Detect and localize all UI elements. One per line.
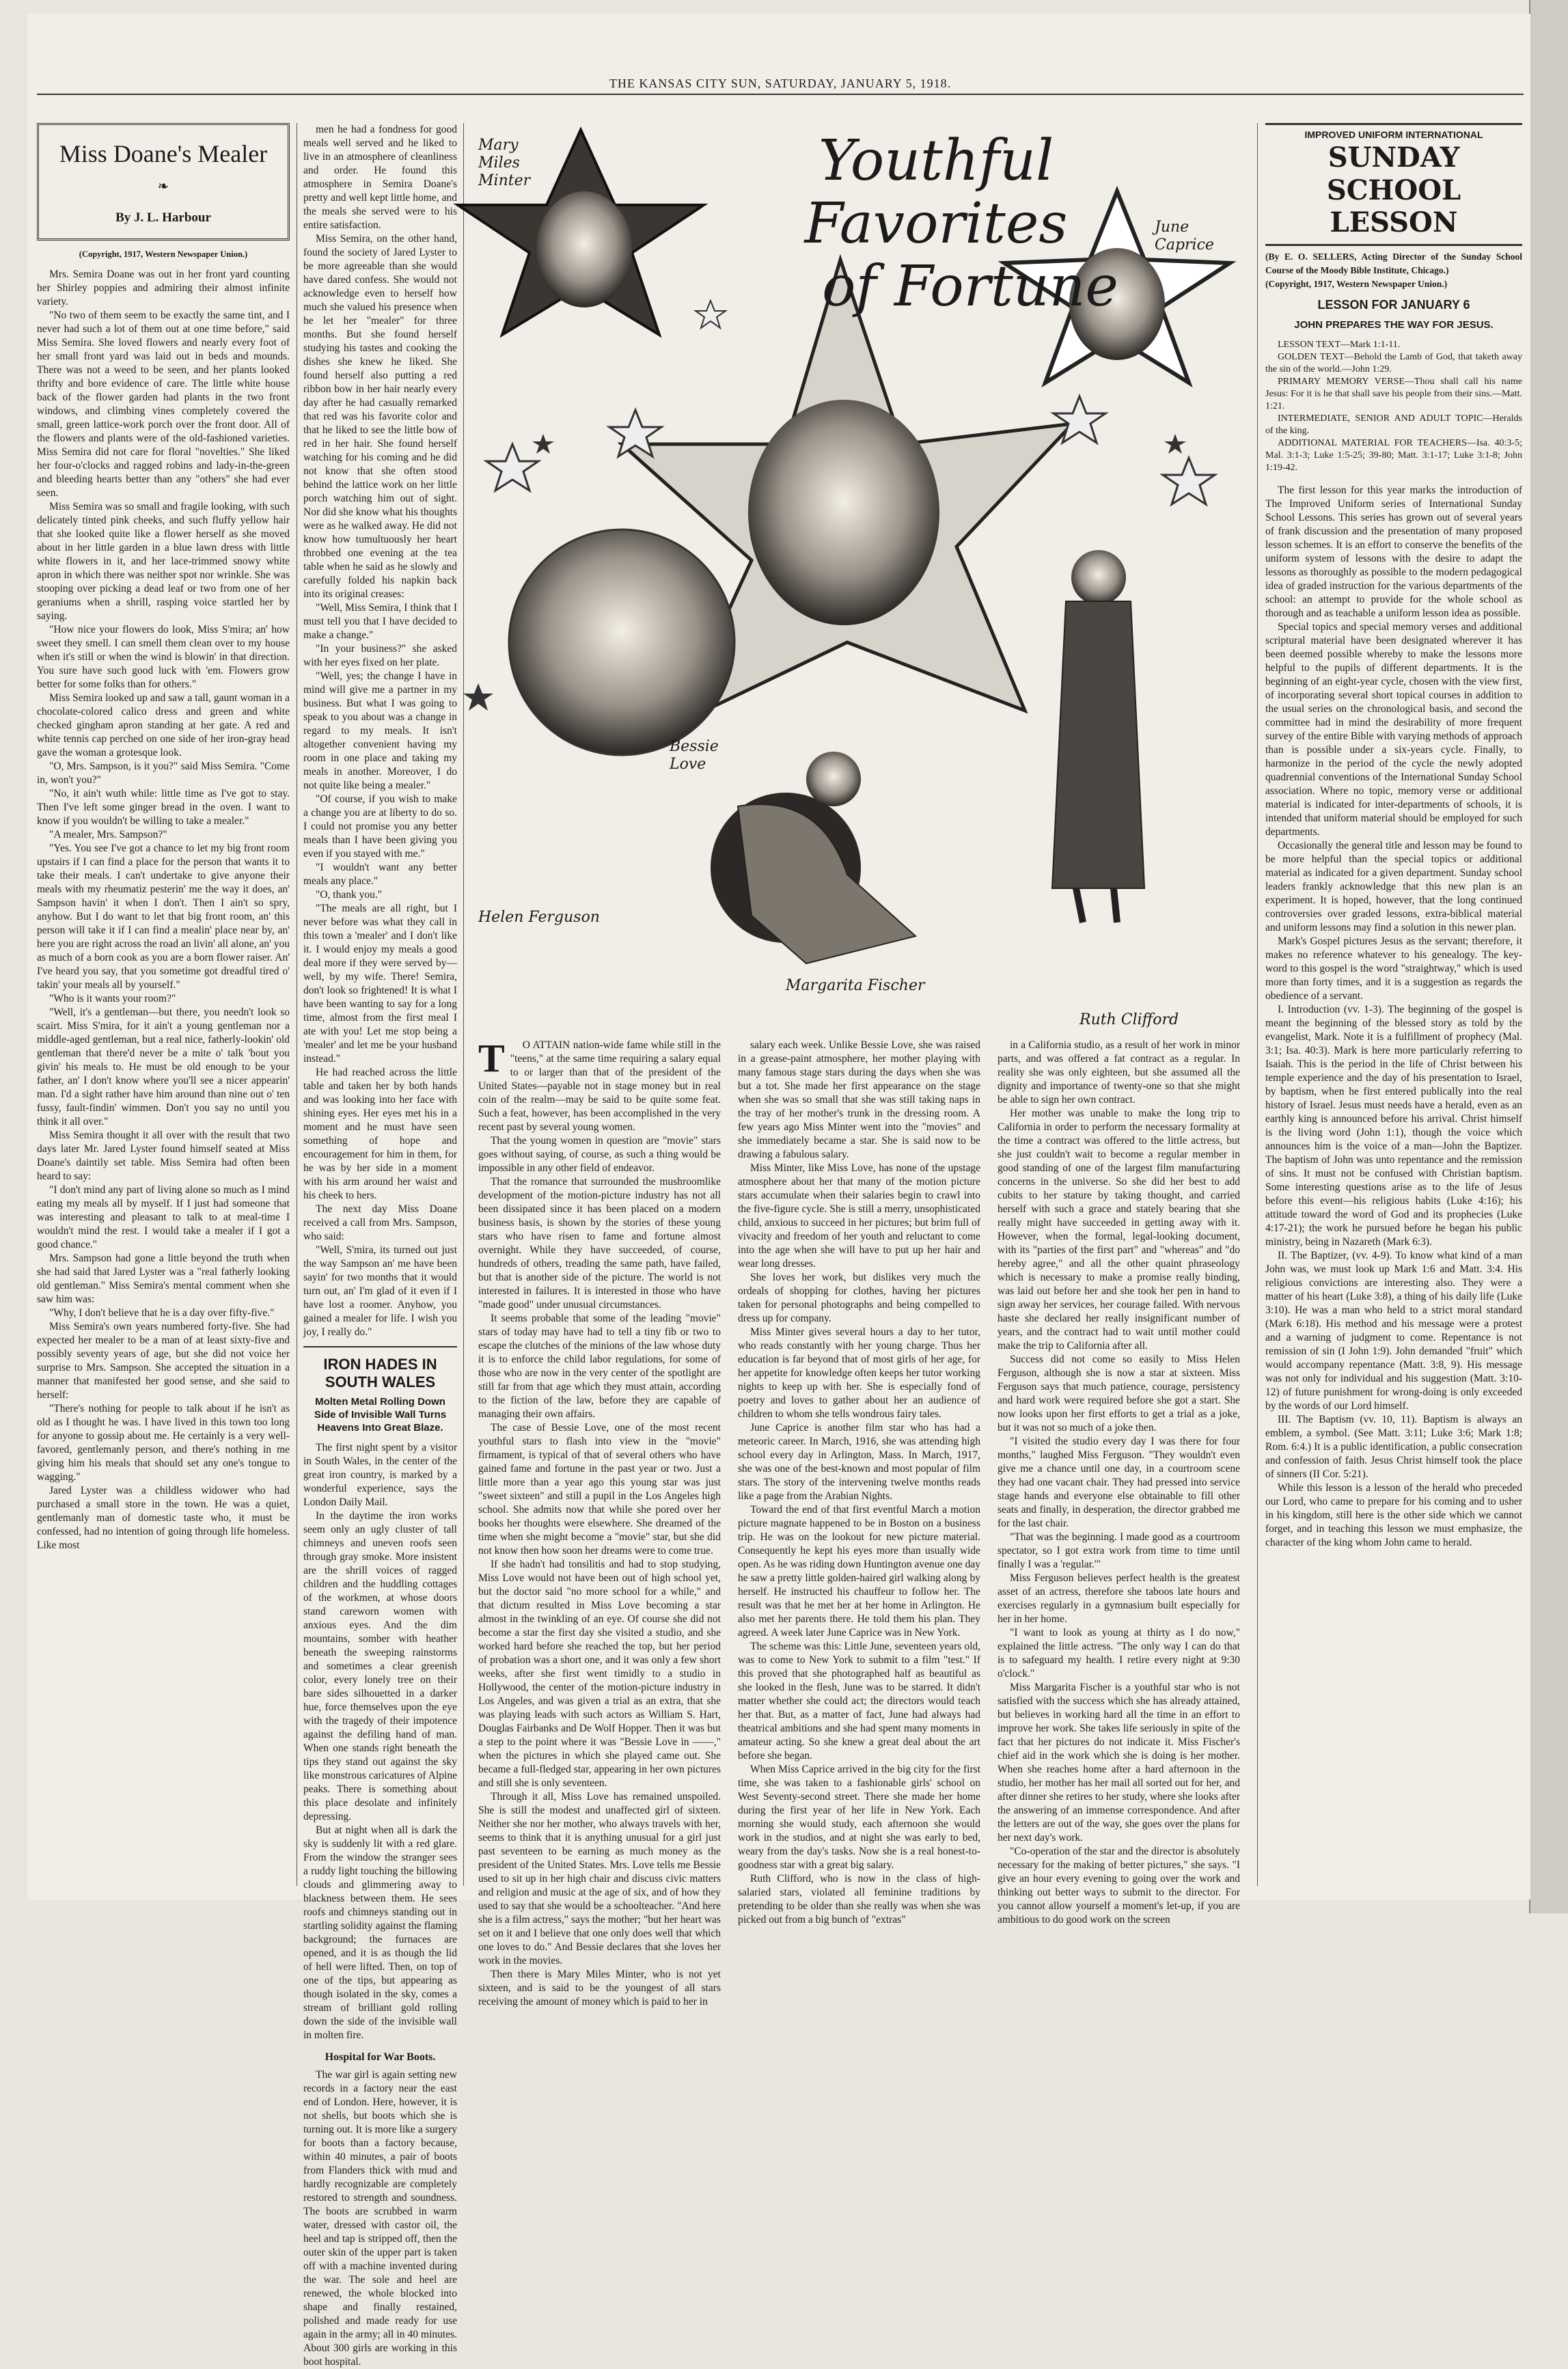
figure-ruth-clifford [1052,601,1144,888]
lesson-paragraph: II. The Baptizer, (vv. 4-9). To know what kind of a man John was, we must look up Mark 1:6 and Matt. 3:4. His religious convictions are interesting also. They were a matter of his heart (Luke 3:8), a thing of his daily life (Luke 3:10). He was a man who held to a strict moral standard (Mark 6:18). His method and his message were a protest and a warning of judgment to come. Repentance is not remission of sin (I John 1:9). John demanded "fruit" which would accompany repentance (Matt. 3:8, 9). His message was not only for individual and his suggestion (Matt. 3:10-12) of future punishment for wrong-doing is only exceeded by the words of our Lord himself. [1265,1250,1522,1412]
column-rule [1257,123,1258,1886]
iron-paragraph: In the daytime the iron works seem only an ugly cluster of tall chimneys and uneven roofs seen through gray smoke. More insistent are the shrill voices of ragged children and the huddling cottages of the workmen, at whose doors stand careworn women with anxious eyes. And the dim mountains, somber with heather beneath the sweeping rainstorms and sometimes a clear greenish color, every lonely tree on their bare sides silhouetted in a darker hue, force themselves upon the eye with the tragedy of their impotence against the defiling hand of man. When one stands right beneath the tips they stand out against the sky like monstrous caricatures of Alpine peaks. There is something about this place desolate and infinitely depressing. [303,1510,457,1822]
story-paragraph: "The meals are all right, but I never before was what they call in this town a 'mealer' and I don't like it. I would enjoy my meals a good deal more if they were served by—well, by my wife. There! Semira, don't look so frightened! It is what I have been wanting to say for a long time, almost from the first meal I ate with you! Let me stop being a 'mealer' and let me be your husband instead." [303,903,457,1065]
feature-paragraph: Success did not come so easily to Miss Helen Ferguson, although she is now a star at sixteen. Miss Ferguson says that much patience, courage, persistency and hard work were required before she got a start. She now looks upon her first efforts to get a trial as a joke, but it was not so much of a joke then. [998,1354,1240,1434]
story-paragraph: The next day Miss Doane received a call from Mrs. Sampson, who said: [303,1203,457,1242]
caption-bessie-love: Bessie Love [670,738,719,773]
feature-paragraph: "Co-operation of the star and the director is absolutely necessary for the making of better pictures," she says. "I give an hour every evening to going over the work and thinking out better ways to submit to the director. For you cannot allow yourself a moment's let-up, if you are ambitious to do good work on the screen [998,1846,1240,1926]
lesson-body [1265,484,1522,1550]
lesson-column [1265,123,1522,1886]
lesson-paragraph: I. Introduction (vv. 1-3). The beginning of the gospel is meant the beginning of the blessed story as told by the evangelist, Mark. Note it is a fulfillment of prophecy (Mal. 3:1; Isa. 40:3). Mark is here more particularly referring to Isaiah. This is the period in the life of Christ between his temple experience and the day of his presentation to Israel, by baptism, when he first entered publically into the real history of Israel. Jesus must needs have a herald, even as an earthly king is announced before his arrival. Christ himself is the living word (John 1:1), though the voice which announces him is the voice of a man—John the Baptizer. The baptism of John was unto repentance and the remission of sins. It must not be confused with Christian baptism. Some interesting questions arise as to the life of Jesus before this event—his religious habits (Luke 4:16); his attitude toward the word of God and its prophecies (Luke 4:17-21); the work he pursued before he began his public ministry, being in Nazareth (Mark 6:3). [1265,1004,1522,1248]
boots-headline: Hospital for War Boots. [325,2051,436,2063]
story-paragraph: "I don't mind any part of living alone so much as I mind eating my meals all by myself. If I just had someone that was interesting and pleasant to talk to at meal-time I wouldn't mind the rest. I would take a mealer if I got a good chance." [37,1184,290,1250]
feature-paragraph: Miss Minter, like Miss Love, has none of the upstage atmosphere about her that many of the motion picture stars accumulate when their salaries begin to crawl into the five-figure cycle. She is still a merry, unsophisticated child, anxious to succeed in her pictures; but brim full of vivacity and freedom of her youth and reluctant to come into the age when she will have to put up her hair and wear long dresses. [738,1162,980,1270]
lesson-reference: INTERMEDIATE, SENIOR AND ADULT TOPIC—Heralds of the king. [1265,413,1522,436]
feature-paragraph: Her mother was unable to make the long trip to California in order to perform the necessary formality at the time a contract was offered to the little actress, but she just couldn't wait to become a regular member in good standing of one of the largest film manufacturing concerns in the universe. So she did her best to add cubits to her stature by taking thought, and carried herself with such a grace and stately bearing that she really might have succeeded in getting away with it. However, when the formal, legal-looking document, with its "parties of the first part" and "whereas" and "do hereby agree," and all the other quaint phraseology which is necessary to make a promise really binding, was laid out before her and she took her pen in hand to sign away her services, her courage failed. With nervous haste she declared her really insignificant number of years, and the contract had to wait until mother could make the trip to California after all. [998,1108,1240,1352]
story-paragraph: Miss Semira thought it all over with the result that two days later Mr. Jared Lyster found himself seated at Miss Doane's daintily set table. Miss Semira had often been heard to say: [37,1129,290,1182]
feature-col-3 [998,1039,1240,1926]
caption-margarita-fischer: Margarita Fischer [786,977,925,994]
iron-paragraph: But at night when all is dark the sky is suddenly lit with a red glare. From the window the stranger sees a ruddy light touching the billowing clouds and glimmering away to blackness between them. He sees roofs and chimneys standing out in startling solidity against the flaming background; the furnaces are opened, and it is as though the lid of hell were lifted. Then, on top of one of the tips, but appearing as though isolated in the sky, comes a stream of brilliant gold rolling down the side of the invisible wall in molten fire. [303,1824,457,2041]
feature-col1-text [478,1036,721,2009]
feature-paragraph: When Miss Caprice arrived in the big city for the first time, she was taken to a fashionable girls' school on West Seventy-second street. There she made her home during the first year of her life in New York. Each morning she would study, each afternoon she would work in the studios, and at night she was early to bed, weary from the day's tasks. Now she is a real honest-to-goodness star with a great big salary. [738,1764,980,1871]
adjacent-page-edge [1529,0,1568,1913]
feature-paragraph: O ATTAIN nation-wide fame while still in the "teens," at the same time requiring a salary equal to or larger than that of the president of the United States—payable not in stage money but in real coin of the realm—may be said to be quite some feat. Such a feat, however, has been accomplished in the very recent past by several young women. [478,1039,721,1133]
masthead: THE KANSAS CITY SUN, SATURDAY, JANUARY 5, 1918. [37,77,1524,95]
story-copyright: (Copyright, 1917, Western Newspaper Union.) [79,249,248,259]
portrait-mary-miles-minter [536,191,632,307]
story-paragraph: "Well, yes; the change I have in mind will give me a partner in my business. But what I was going to speak to you about was a change in regard to my meals. It isn't altogether convenient having my room in one place and taking my meals in another. Moreover, I do not quite like being a mealer." [303,670,457,791]
lesson-paragraph: While this lesson is a lesson of the herald who preceded our Lord, who came to prepare for his coming and to usher in his kingdom, still here is the other side which we cannot forget, and in teaching this lesson we must emphasize, the character of the king whom John came to herald. [1265,1482,1522,1548]
story-col2-text [303,123,457,1339]
story-paragraph: "O, Mrs. Sampson, is it you?" said Miss Semira. "Come in, won't you?" [37,761,290,786]
column-rule [463,123,464,1886]
feature-col-2 [738,1039,980,1926]
story-paragraph: "Of course, if you wish to make a change you are at liberty to do so. I could not promise you any better meals than I have been giving you even if you stayed with me." [303,793,457,860]
story-paragraph: "Well, Miss Semira, I think that I must tell you that I have decided to make a change." [303,602,457,641]
story-paragraph: Miss Semira was so small and fragile looking, with such delicately tinted pink cheeks, and such fluffy yellow hair that she looked quite like a flower herself as she moved about in her little garden in a blue lawn dress with little white flowers in it, and her lace-trimmed snowy white apron in which there was neither spot nor wrinkle. She was stooping over picking a dead leaf or two from one of her geraniums when a shrill, rasping voice startled her by saying. [37,501,290,622]
boots-paragraph: The war girl is again setting new records in a factory near the east end of London. Here, however, it is not shells, but boots which she is turning out. It is more like a surgery for boots than a factory because, within 40 minutes, a pair of boots from Flanders thick with mud and hardly recognizable are completely restored to strength and soundness. The boots are scrubbed in warm water, dressed with castor oil, the heel and tap is stripped off, then the outer skin of the upper part is taken off with a machine invented during the war. The sole and heel are renewed, the whole blocked into shape and finally restained, polished and made ready for use again in the army; all in 40 minutes. About 300 girls are working in this boot hospital. [303,2069,457,2368]
feature-paragraph: She loves her work, but dislikes very much the ordeals of shopping for clothes, having her pictures taken for personal photographs and being compelled to dress up for company. [738,1272,980,1324]
portrait-bessie-love [509,530,734,755]
story-paragraph: "Why, I don't believe that he is a day over fifty-five." [49,1307,275,1319]
story-column-1 [37,123,290,1886]
drop-cap: T [478,1036,505,1080]
story-paragraph: men he had a fondness for good meals well served and he liked to live in an atmosphere of cleanliness and order. He found this atmosphere in Semira Doane's pretty and well kept little home, and the meals she served were to his entire satisfaction. [303,124,457,231]
feature-paragraph: Then there is Mary Miles Minter, who is not yet sixteen, and is said to be the youngest of all stars receiving the amount of money which is paid to her in [478,1969,721,2008]
portrait-ruth-clifford [1071,550,1126,605]
story-paragraph: "Well, S'mira, its turned out just the way Sampson an' me have been sayin' for two months that it would turn out, an' I'm glad of it even if I have lost a roomer. Anyhow, you gained a mealer for life. I wish you joy, I really do." [303,1244,457,1338]
lesson-paragraph: Occasionally the general title and lesson may be found to be more helpful than the special topics or additional material as indicated for a given department. Sunday school leaders frankly acknowledge that this new plan is an experiment. It is hoped, however, that the long continued controversies over graded lessons, extra-biblical material and uniform lessons may find a solution in this newer plan. [1265,840,1522,933]
caption-june-caprice: June Caprice [1155,219,1214,254]
lesson-byline: (By E. O. SELLERS, Acting Director of the Sunday School Course of the Moody Bible Institute, Chicago.) [1265,251,1522,275]
story-paragraph: Miss Semira, on the other hand, found the society of Jared Lyster to be more agreeable than she would have dared confess. She would not acknowledge even to herself how much she valued his presence when he let her "mealer" for three months. But she found herself studying his tastes and cooking the dishes she knew he liked. She found herself also putting a red ribbon bow in her hair nearly every day after he had casually remarked that red was his favorite color and that he liked to see the little bow of red in her hair. She found herself watching for his coming and he did not know that she often stood behind the lattice work on her little porch watching him out of sight. Nor did she know what his thoughts were as he walked away. He did not know how tumultuously her heart throbbed one evening at the tea table when he said as he slowly and carefully folded his napkin back into its original creases: [303,233,457,600]
portrait-center-star [748,400,939,625]
lesson-title-2: LESSON [1330,206,1458,238]
story-paragraph: "No two of them seem to be exactly the same tint, and I never had such a lot of them out at one time before," said Miss Semira. She loved flowers and nearly every foot of her small front yard was laid out in beds and mounds. There was not a weed to be seen, and her plants looked thrifty and bore evidence of care. The little white house back of the flower garden had plants in the two front windows, and climbing vines completely covered the small, green lattice-work porch over the front door. All of the flowers and plants were of the old-fashioned varieties. Miss Semira did not care for floral "novelties." She liked her four-o'clocks and ragged robins and lady-in-the-green and bleeding hearts better than any "others" she had ever seen. [37,310,290,499]
small-star-icon [532,434,554,454]
lesson-copyright: (Copyright, 1917, Western Newspaper Union.) [1265,279,1448,289]
iron-paragraph: The first night spent by a visitor in South Wales, in the center of the great iron country, is marked by a wonderful experience, says the London Daily Mail. [303,1442,457,1508]
story-paragraph: "There's nothing for people to talk about if he isn't as old as I thought he was. I have lived in this town too long for anyone to gossip about me. He certainly is a very well-favored, gentlemanly person, and there's nothing in me giving him his meals that should set any one's tongue to wagging." [37,1403,290,1483]
lesson-date: LESSON FOR JANUARY 6 [1317,298,1470,312]
lesson-reference: GOLDEN TEXT—Behold the Lamb of God, that taketh away the sin of the world.—John 1:29. [1265,352,1522,374]
story-paragraph: "In your business?" she asked with her eyes fixed on her plate. [303,643,457,668]
caption-mary-miles-minter: Mary Miles Minter [478,137,531,189]
story-paragraph: "Yes. You see I've got a chance to let my big front room upstairs if I can find a place for the person that wants it to take their meals. I can't undertake to give anyone their meals with my rheumatiz pesterin' me the way it does, an' Sampson havin' it when I don't. Then I ain't so spry, anyhow. But I do want to let that big front room, an' this person will take it if I can find a mealin' place near by, an' here you are right across the road an livin' all alone, an' you as much of a born cook as you are a born flower raiser. An' I've heard you say, that you sometime got dreadful tired o' takin' your meals all by yourself." [37,843,290,991]
feature-paragraph: Ruth Clifford, who is now in the class of high-salaried stars, violated all feminine traditions by pretending to be older than she really was when she was picked out from a big bunch of "extras" [738,1873,980,1926]
lesson-reference: ADDITIONAL MATERIAL FOR TEACHERS—Isa. 40:3-5; Mal. 3:1-3; Luke 1:5-25; 39-80; Matt. 3:1-17; Luke 3:1-8; John 1:19-42. [1265,438,1522,473]
story-byline: By J. L. Harbour [115,210,211,225]
feature-paragraph: Miss Ferguson believes perfect health is the greatest asset of an actress, therefore she taboos late hours and exercises regularly in a gymnasium built especially for her in her home. [998,1572,1240,1625]
feature-col3-text [998,1039,1240,1927]
lesson-reference: PRIMARY MEMORY VERSE—Thou shall call his name Jesus: For it is he that shall save his people from their sins.—Matt. 1:21. [1265,376,1522,411]
story-title-box [37,123,290,241]
story-paragraph: He had reached across the little table and taken her by both hands and was looking into her face with shining eyes. Her eyes met his in a moment and he must have seen something of hope and encouragement for him in them, for he was by her side in a moment with his arm around her waist and his cheek to hers. [303,1067,457,1201]
story-paragraph: "A mealer, Mrs. Sampson?" [49,829,167,840]
boots-text [303,2068,457,2369]
feature-paragraph: June Caprice is another film star who has had a meteoric career. In March, 1916, she was attending high school every day in Arlington, Mass. In March, 1917, she was one of the best-known and most popular of film stars. The story of the intervening twelve months reads like a page from the Arabian Nights. [738,1422,980,1502]
small-star-icon [463,683,493,711]
story-title: Miss Doane's Mealer [59,140,268,167]
lesson-kicker: IMPROVED UNIFORM INTERNATIONAL [1304,129,1483,140]
feature-paragraph: Miss Margarita Fischer is a youthful star who is not satisfied with the success which she has already attained, but believes in working hard all the time in an effort to improve her work. She takes life seriously in spite of the fact that her pictures do not indicate it. Miss Fischer's chief aid in the work which she is doing is her mother. When she reaches home after a hard afternoon in the studio, her mother has her mail all sorted out for her, and after dinner she retires to her study, where she looks after the answering of an immense correspondence. And after the letters are out of the way, she goes over the plans for her next day's work. [998,1682,1240,1844]
caption-ruth-clifford: Ruth Clifford [1079,1011,1179,1028]
feature-paragraph: "That was the beginning. I made good as a courtroom spectator, so I got extra work from time to time until finally I was a 'regular.'" [998,1531,1240,1570]
lesson-paragraph: Special topics and special memory verses and additional scriptural material have been designated wherever it has been deemed possible whereby to make the lessons more helpful to the pupils of different departments. It is the beginning of an eight-year cycle, chosen with the view first, of incorporating several short topical courses in addition to the usual series on the chronological basis, and second the committee had in mind the desirability of more frequent survey of the entire Bible with varying methods of approach than is possible under a six-years cycle. Finally, to harmonize in the period of the cycle the newly adopted quadrennial conventions of the International Sunday School association. Where no topic, memory verse or additional material is indicated for inter-departments of schools, it is intended that uniform material should be employed for such departments. [1265,621,1522,838]
feature-illustration [465,123,1257,1032]
story-paragraph: Jared Lyster was a childless widower who had purchased a small store in the town. He was a quiet, gentlemanly man of domestic taste who, it must be confessed, had no intention of going through life homeless. Like most [37,1485,290,1551]
feature-col2-text [738,1039,980,1927]
feature-title-line2: of Fortune [822,254,1118,319]
story-paragraph: Miss Semira looked up and saw a tall, gaunt woman in a chocolate-colored calico dress and green and white checked gingham apron standing at her gate. A red and white tennis cap perched on one side of her iron-gray head gave the woman a grotesque look. [37,692,290,758]
feature-paragraph: in a California studio, as a result of her work in minor parts, and was offered a fat contract as a regular. In reality she was only eighteen, but she assumed all the dignity and importance of twenty-one so that she might be able to sign her own contract. [998,1039,1240,1106]
feature-paragraph: Miss Minter gives several hours a day to her tutor, who reads constantly with her young charge. Thus her education is far beyond that of most girls of her age, for her appetite for knowledge often keeps her tutor working nights to keep up with her. She is especially fond of poetry and loves to gather about her an audience of children to whom she tells wondrous fairy tales. [738,1326,980,1420]
story-paragraph: "Who is it wants your room?" [49,993,176,1004]
figure-legs [1076,888,1117,922]
story-paragraph: Mrs. Sampson had gone a little beyond the truth when she had said that Jared Lyster was a "real fatherly looking old gentleman." Miss Semira's mental comment when she saw him was: [37,1252,290,1305]
feature-paragraph: That the romance that surrounded the mushroomlike development of the motion-picture industry has not all been dissipated since it has been placed on a modern business basis, is shown by the stories of these young stars who have risen to fame and fortune almost overnight. While they have succeeded, of course, hundreds of others, treading the same path, have failed, but that is another side of the picture. The world is not interested in failures. It is interested in those who have "made good" under unusual circumstances. [478,1176,721,1311]
portrait-margarita-fischer [806,752,861,806]
feature-title-line1: Youthful Favorites [804,128,1068,256]
feature-paragraph: salary each week. Unlike Bessie Love, she was raised in a grease-paint atmosphere, her mother playing with many famous stage stars during the days when she was but a tot. She made her first appearance on the stage when she was so small that she was still taking naps in the tray of her mother's trunk in the dressing room. A few years ago Miss Minter went into the "movies" and she immediately became a star. She is said now to be drawing a fabulous salary. [738,1039,980,1160]
lesson-title-1: SUNDAY SCHOOL [1326,141,1461,206]
lesson-paragraph: Mark's Gospel pictures Jesus as the servant; therefore, it makes no reference whatever to his genealogy. The key-word to this gospel is the word "straightway," which is used more than forty times, and it is a suggestion as regards the obedience of a servant. [1265,935,1522,1002]
feature-paragraph: The case of Bessie Love, one of the most recent youthful stars to flash into view in the "movie" firmament, is typical of that of several others who have gained fame and fortune in the past year or two. Just a little more than a year ago this young star was just "sweet sixteen" and still a pupil in the Los Angeles high school. She admits now that while she pored over her books her thoughts were elsewhere. She dreamed of the time when she might become a "movie" star, but she did not know then how soon her dreams were to come true. [478,1422,721,1557]
feature-paragraph: "I visited the studio every day I was there for four months," laughed Miss Ferguson. "They wouldn't even give me a chance until one day, in a courtroom scene they had one vacant chair. They had pressed into service stage hands and everyone else obtainable to fill other seats and finally, in desperation, the director grabbed me for the last chair. [998,1436,1240,1529]
ornament-icon: ❧ [157,179,169,194]
feature-paragraph: It seems probable that some of the leading "movie" stars of today may have had to tell a tiny fib or two to escape the clutches of the minions of the law whose duty it is to enforce the child labor regulations, for some of those who are now in the very center of the spotlight are still far from that age which they must attain, according to the fiction of the law, before they are capable of managing their own affairs. [478,1313,721,1420]
lesson-texts [1265,339,1522,474]
story-paragraph: "How nice your flowers do look, Miss S'mira; an' how sweet they smell. I can smell them clean over to my house when it's still or when the wind is blowin' in that direction. You sure have such good luck with 'em. Flowers grow better for some folks than for others." [37,624,290,690]
iron-headline: IRON HADES IN SOUTH WALES [323,1356,437,1391]
caption-helen-ferguson: Helen Ferguson [478,909,600,926]
small-star-icon [1163,458,1215,504]
story-col1-text [37,268,290,1552]
feature-col-1 [478,1036,721,2008]
newspaper-page [27,14,1530,2368]
story-paragraph: Mrs. Semira Doane was out in her front yard counting her Shirley poppies and admiring their almost infinite variety. [37,269,290,307]
feature-paragraph: "I want to look as young at thirty as I do now," explained the little actress. "The only way I can do that is to safeguard my health. I retire every night at 9:30 o'clock." [998,1627,1240,1680]
story-column-2 [303,123,457,2368]
feature-paragraph: The scheme was this: Little June, seventeen years old, was to come to New York to submit to a film "test." If this proved that she photographed half as beautiful as she looked in the flesh, June was to be starred. It didn't matter whether she could act; the directors would teach her that. But, as a matter of fact, June had always had theatrical ambitions and she had spent many moments in amateur acting. So she knew a great deal about the art before she began. [738,1641,980,1762]
lesson-reference: LESSON TEXT—Mark 1:1-11. [1278,340,1401,350]
lesson-paragraph: III. The Baptism (vv. 10, 11). Baptism is always an emblem, a symbol. (See Matt. 3:11; Luke 3:6; Mark 1:8; Rom. 6:4.) It is a public identification, a public consecration and confession of faith. Jesus Christ himself took the place of sinners (II Cor. 5:21). [1265,1414,1522,1480]
feature-title [690,130,1182,318]
feature-paragraph: If she hadn't had tonsilitis and had to stop studying, Miss Love would not have been out of high school yet, but the doctor said "no more school for a while," and that dictum resulted in Miss Love becoming a star almost in the twinkling of an eye. Of course she did not become a star the first day she visited a studio, and she worked hard before she reached the top, but her period of probation was a short one, and it was only a few short weeks, after she first went timidly to a studio in Hollywood, the center of the motion-picture industry in Los Angeles, and was given a trial as an extra, that she was playing leads with such actors as William S. Hart, Douglas Fairbanks and De Wolf Hopper. Then it was but a step to the point where it was "Bessie Love in ——," when the pictures in which she played came out. She became a full-fledged star, appearing in her own pictures and still she is only seventeen. [478,1559,721,1789]
lesson-paragraph: The first lesson for this year marks the introduction of The Improved Uniform series of International Sunday School Lessons. This series has grown out of several years of frank discussion and the presentation of many proposed lesson schemes. It is an effort to conserve the benefits of the uniform system of lessons with the desire to adapt the lessons as thoroughly as possible to the modern pedagogical idea of graded instruction for the various departments of the school: an attempt to provide for the whole school as thorough and as teachable a uniform lesson idea as possible. [1265,484,1522,619]
feature-paragraph: That the young women in question are "movie" stars goes without saying, of course, as such a thing would be impossible in any other field of endeavor. [478,1135,721,1174]
iron-text [303,1441,457,2042]
story-paragraph: "Well, it's a gentleman—but there, you needn't look so scairt. Miss S'mira, for it ain't a young gentleman nor a middle-aged gentleman, but a real nice, fatherly-lookin' old gentleman that there'd never be a mite o' talk 'bout you givin' his meals to. He must be old enough to be your father, an' I don't know where you'll see a nicer appearin' man. I'd a sight rather have him around than nine out o' ten fussy, fault-findin' wimmen. Don't you say no until you think it all over." [37,1007,290,1127]
feature-paragraph: Through it all, Miss Love has remained unspoiled. She is still the modest and unaffected girl of sixteen. Neither she nor her mother, who always travels with her, seems to think that it is anything unusual for a girl just past seventeen to be earning as much money as the president of the United States. Mrs. Love tells me Bessie used to sit up in her high chair and discuss civic matters and religion and music at the age of six, and of how they used to say that she would be a schoolteacher. "And here she is a film actress," says the mother; "but her heart was set on it and I believe that one only does well that which one loves to do." And Bessie declares that she loves her work in the movies. [478,1791,721,1967]
story-paragraph: "I wouldn't want any better meals any place." [303,862,457,887]
lesson-subject: JOHN PREPARES THE WAY FOR JESUS. [1294,319,1494,331]
story-paragraph: Miss Semira's own years numbered forty-five. She had expected her mealer to be a man of at least sixty-five and possibly seventy years of age, but she did not voice her surprise to Mrs. Sampson. She accepted the situation in a manner that manifested her good sense, and she said to herself: [37,1321,290,1401]
feature-paragraph: Toward the end of that first eventful March a motion picture magnate happened to be in Boston on a business trip. He was on the lookout for new picture material. Consequently he kept his eyes more than usually wide open. As he was riding down Huntington avenue one day he saw a pretty little golden-haired girl walking along by herself. He instructed his chauffeur to follow her. The result was that he met her at her home in Arlington. He also met her parents there. He told them his plan. They agreed. A week later June Caprice was in New York. [738,1504,980,1639]
story-paragraph: "No, it ain't wuth while: little time as I've got to stay. Then I've left some ginger bread in the oven. I want to know if you wouldn't be willing to take a mealer." [37,788,290,827]
small-star-icon [486,444,538,491]
divider [303,1346,457,1347]
lesson-header [1265,123,1522,246]
small-star-icon [1164,434,1186,454]
story-paragraph: "O, thank you." [316,889,383,901]
iron-deck: Molten Metal Rolling Down Side of Invisible Wall Turns Heavens Into Great Blaze. [314,1396,447,1434]
